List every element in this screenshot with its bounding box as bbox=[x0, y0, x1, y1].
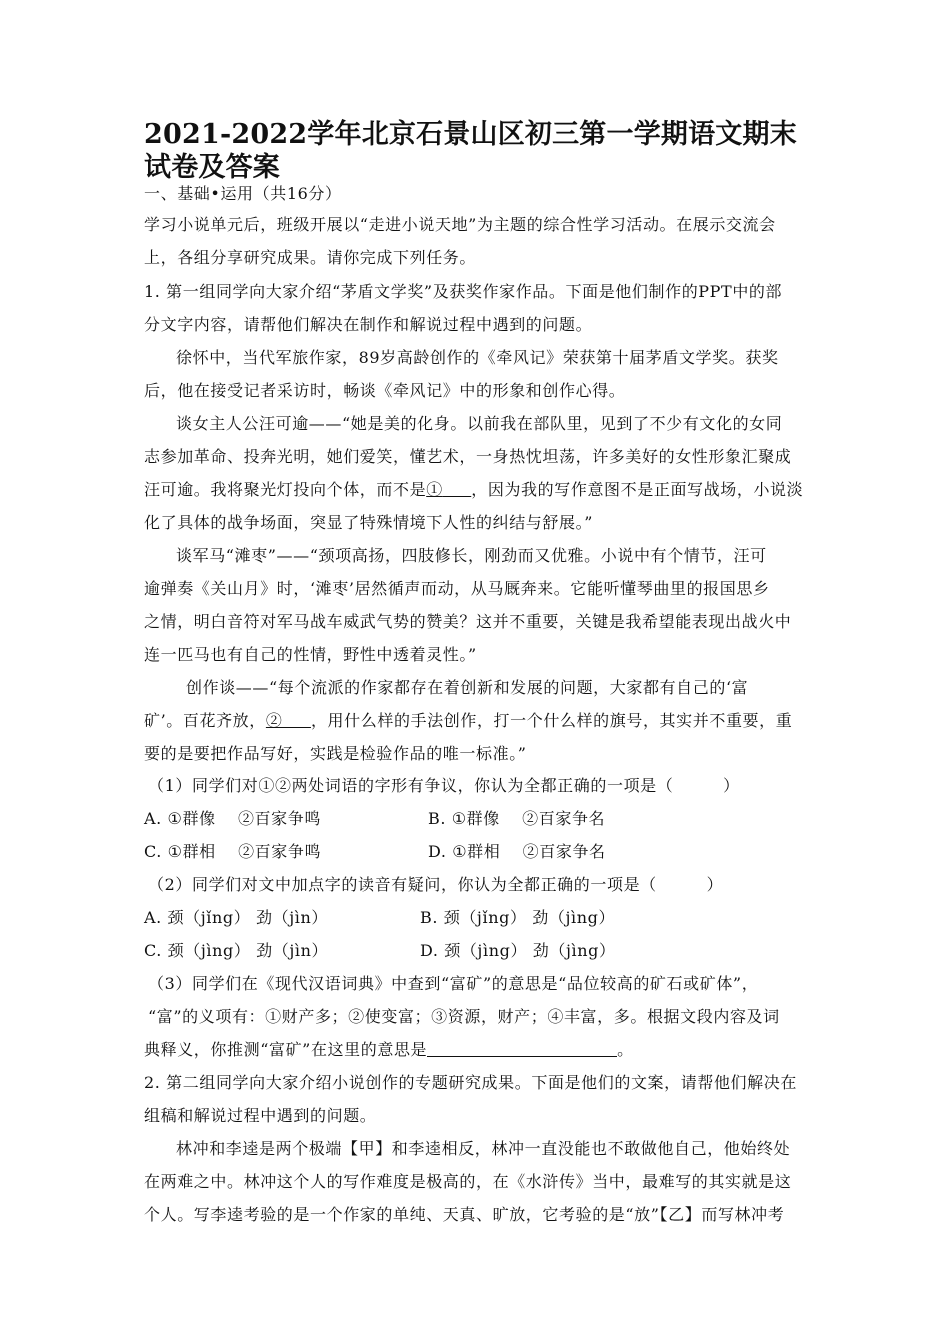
passage-line: 谈军马“滩枣”——“颈项高扬，四肢修长，刚劲而又优雅。小说中有个情节，汪可 bbox=[176, 546, 767, 565]
passage-line: 在两难之中。林冲这个人的写作难度是极高的，在《水浒传》当中，最难写的其实就是这 bbox=[144, 1172, 792, 1191]
blank-2-marker: ② bbox=[265, 711, 283, 730]
passage-line: 志参加革命、投奔光明，她们爱笑，懂艺术，一身热忱坦荡，许多美好的女性形象汇聚成 bbox=[144, 447, 792, 466]
passage-text: 典释义，你推测“富矿”在这里的意思是 bbox=[144, 1040, 428, 1059]
option-d: D. 颈（jìng） 劲（jìng） bbox=[420, 941, 616, 960]
question-2-stem: 2. 第二组同学向大家介绍小说创作的专题研究成果。下面是他们的文案，请帮他们解决在 bbox=[144, 1073, 797, 1092]
passage-line bbox=[144, 711, 792, 731]
passage-line: 连一匹马也有自己的性情，野性中透着灵性。” bbox=[144, 645, 477, 664]
sub-question-1: （1）同学们对①②两处词语的字形有争议，你认为全都正确的一项是（ ） bbox=[148, 776, 740, 795]
passage-line: 创作谈——“每个流派的作家都存在着创新和发展的问题，大家都有自己的‘富 bbox=[186, 678, 749, 697]
passage-line: 化了具体的战争场面，突显了特殊情境下人性的纠结与舒展。” bbox=[144, 513, 593, 532]
question-2-stem: 组稿和解说过程中遇到的问题。 bbox=[144, 1106, 377, 1125]
passage-text: ，用什么样的手法创作，打一个什么样的旗号，其实并不重要，重 bbox=[310, 711, 793, 730]
option-b: B. ①群像 ②百家争名 bbox=[428, 809, 606, 828]
intro-line: 上，各组分享研究成果。请你完成下列任务。 bbox=[144, 248, 477, 267]
passage-text: ，因为我的写作意图不是正面写战场，小说淡 bbox=[471, 480, 804, 499]
passage-line bbox=[144, 480, 803, 500]
blank-1-marker: ① bbox=[426, 480, 443, 499]
passage-text: 。 bbox=[617, 1040, 634, 1059]
intro-line: 学习小说单元后，班级开展以“走进小说天地”为主题的综合性学习活动。在展示交流会 bbox=[144, 215, 776, 234]
sub-question-3-line bbox=[144, 1040, 634, 1060]
option-c: C. ①群相 ②百家争鸣 bbox=[144, 842, 322, 861]
option-d: D. ①群相 ②百家争名 bbox=[428, 842, 606, 861]
passage-text: 矿’。百花齐放， bbox=[144, 711, 266, 730]
question-1-stem: 1. 第一组同学向大家介绍“茅盾文学奖”及获奖作家作品。下面是他们制作的PPT中的部 bbox=[144, 282, 783, 301]
passage-line: 徐怀中，当代军旅作家，89岁高龄创作的《牵风记》荣获第十届茅盾文学奖。获奖 bbox=[176, 348, 779, 367]
sub-question-3-line: “富”的义项有：①财产多；②使变富；③资源，财产；④丰富，多。根据文段内容及词 bbox=[148, 1007, 780, 1026]
passage-line: 谈女主人公汪可逾——“她是美的化身。以前我在部队里，见到了不少有文化的女同 bbox=[176, 414, 783, 433]
passage-line: 个人。写李逵考验的是一个作家的单纯、天真、旷放，它考验的是“放”【乙】而写林冲考 bbox=[144, 1205, 785, 1224]
passage-line: 后，他在接受记者采访时，畅谈《牵风记》中的形象和创作心得。 bbox=[144, 381, 626, 400]
passage-text: 汪可逾。我将聚光灯投向个体，而不是 bbox=[144, 480, 427, 499]
passage-line: 林冲和李逵是两个极端【甲】和李逵相反，林冲一直没能也不敢做他自己，他始终处 bbox=[176, 1139, 791, 1158]
passage-line: 逾弹奏《关山月》时，‘滩枣’居然循声而动，从马厩奔来。它能听懂琴曲里的报国思乡 bbox=[144, 579, 770, 598]
sub-question-2: （2）同学们对文中加点字的读音有疑问，你认为全都正确的一项是（ ） bbox=[148, 875, 724, 894]
question-1-stem: 分文字内容，请帮他们解决在制作和解说过程中遇到的问题。 bbox=[144, 315, 593, 334]
page-title: 2021-2022学年北京石景山区初三第一学期语文期末试卷及答案 bbox=[144, 119, 797, 183]
passage-line: 之情，明白音符对军马战车威武气势的赞美？这并不重要，关键是我希望能表现出战火中 bbox=[144, 612, 792, 631]
option-b: B. 颈（jǐng） 劲（jìng） bbox=[420, 908, 616, 927]
sub-question-3: （3）同学们在《现代汉语词典》中查到“富矿”的意思是“品位较高的矿石或矿体”， bbox=[148, 974, 759, 993]
blank-1 bbox=[426, 480, 471, 499]
passage-line: 要的是要把作品写好，实践是检验作品的唯一标准。” bbox=[144, 744, 527, 763]
option-c: C. 颈（jìng） 劲（jìn） bbox=[144, 941, 329, 960]
answer-blank[interactable] bbox=[427, 1040, 617, 1057]
option-a: A. 颈（jǐng） 劲（jìn） bbox=[144, 908, 329, 927]
section-heading: 一、基础•运用（共16分） bbox=[144, 184, 342, 203]
option-a: A. ①群像 ②百家争鸣 bbox=[144, 809, 321, 828]
blank-2 bbox=[266, 711, 311, 730]
